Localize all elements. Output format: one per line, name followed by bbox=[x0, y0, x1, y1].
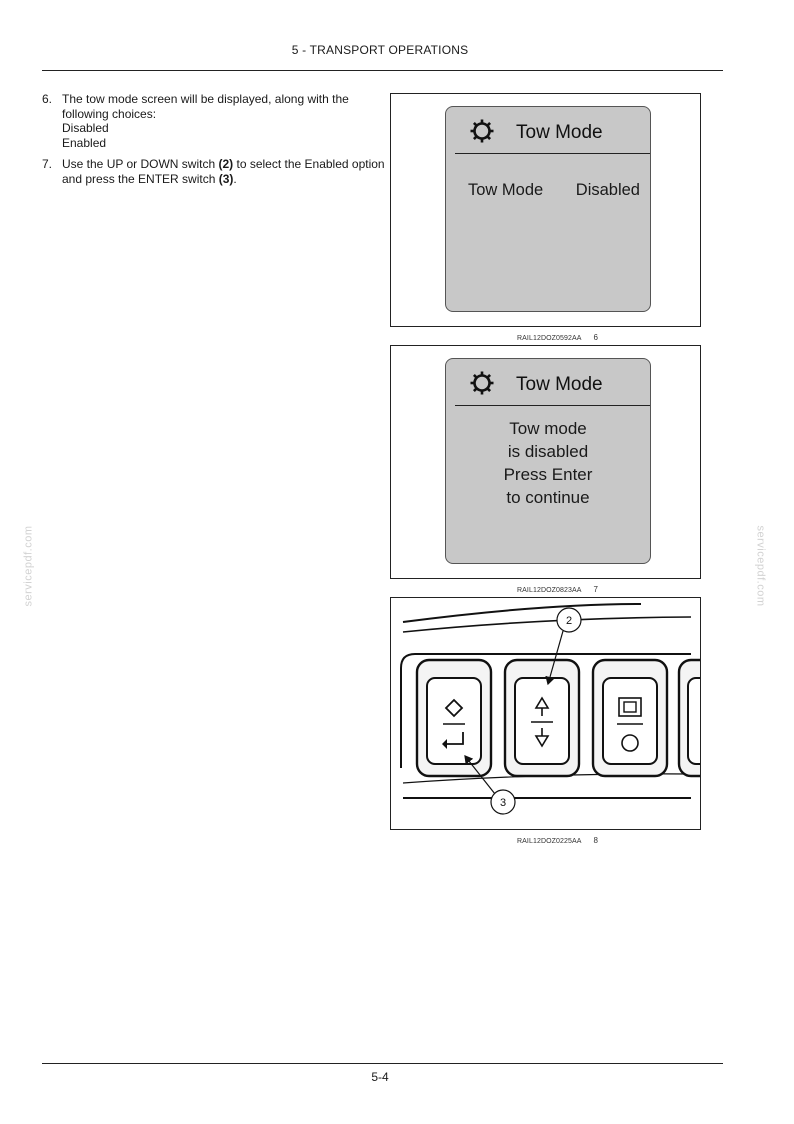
page-header-title: 5 - TRANSPORT OPERATIONS bbox=[291, 43, 469, 57]
figure-caption-6 bbox=[517, 333, 598, 342]
step-text: Use the UP or DOWN switch bbox=[62, 157, 219, 171]
gear-icon bbox=[470, 119, 494, 148]
figure-caption-8 bbox=[517, 836, 598, 845]
watermark: servicepdf.com bbox=[754, 525, 767, 607]
screen-message bbox=[446, 417, 650, 509]
panel-contour-line bbox=[403, 617, 691, 632]
step-number: 6. bbox=[42, 92, 53, 106]
footer-rule bbox=[42, 1063, 723, 1064]
callout-label-2: 2 bbox=[565, 615, 573, 627]
caption-number: 7 bbox=[593, 585, 598, 594]
watermark: servicepdf.com bbox=[22, 525, 35, 607]
display-screen bbox=[445, 358, 651, 564]
step-7 bbox=[42, 157, 387, 186]
gear-icon bbox=[470, 371, 494, 400]
step-text: The tow mode screen will be displayed, along with the following choices: bbox=[62, 92, 349, 121]
callout-ref-2: (2) bbox=[218, 157, 234, 171]
step-6 bbox=[42, 92, 387, 150]
caption-code: RAIL12DOZ0592AA bbox=[517, 335, 582, 342]
message-line: Tow mode bbox=[509, 419, 587, 438]
choice-disabled: Disabled bbox=[62, 121, 109, 135]
figure-6 bbox=[390, 93, 701, 327]
display-mode-switch bbox=[593, 660, 667, 776]
row-value: Disabled bbox=[575, 181, 640, 199]
screen-divider bbox=[455, 405, 650, 406]
choice-enabled: Enabled bbox=[62, 135, 107, 150]
row-label: Tow Mode bbox=[468, 181, 544, 199]
figure-7 bbox=[390, 345, 701, 579]
caption-number: 6 bbox=[593, 333, 598, 342]
caption-code: RAIL12DOZ0225AA bbox=[517, 838, 582, 845]
switch-panel-illustration bbox=[391, 598, 700, 829]
step-text: . bbox=[233, 171, 237, 186]
partial-switch bbox=[679, 660, 700, 776]
message-line: is disabled bbox=[507, 442, 589, 461]
up-down-switch bbox=[505, 660, 579, 776]
caption-number: 8 bbox=[593, 836, 598, 845]
callout-ref-3: (3) bbox=[218, 171, 234, 186]
callout-label-3: 3 bbox=[499, 797, 507, 809]
step-number: 7. bbox=[42, 157, 53, 171]
caption-code: RAIL12DOZ0823AA bbox=[517, 587, 582, 594]
step-text: to select the Enabled option and press the ENTER switch bbox=[62, 157, 385, 186]
figure-8 bbox=[390, 597, 701, 830]
instruction-steps bbox=[42, 92, 387, 193]
header-rule bbox=[42, 70, 723, 71]
screen-divider bbox=[455, 153, 650, 154]
tow-mode-row bbox=[468, 181, 640, 200]
message-line: to continue bbox=[506, 488, 590, 507]
enter-switch bbox=[417, 660, 491, 776]
screen-title: Tow Mode bbox=[516, 122, 603, 143]
message-line: Press Enter bbox=[503, 465, 593, 484]
display-screen bbox=[445, 106, 651, 312]
page-number: 5-4 bbox=[371, 1070, 389, 1084]
screen-title: Tow Mode bbox=[516, 374, 603, 395]
figure-caption-7 bbox=[517, 585, 598, 594]
